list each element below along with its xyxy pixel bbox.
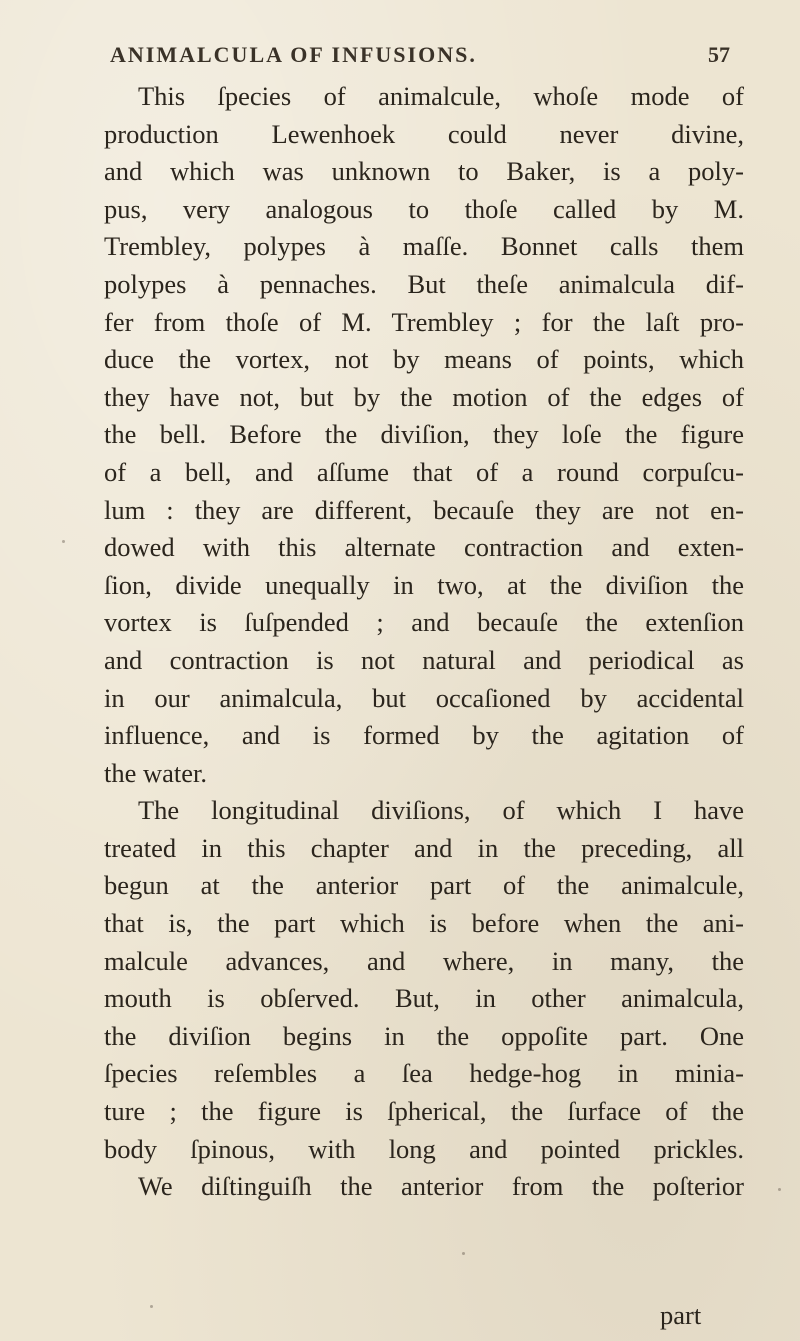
text-line: and contraction is not natural and periodical as	[104, 644, 744, 675]
text-line: The longitudinal diviſions, of which I have	[138, 795, 744, 826]
text-line: polypes à pennaches. But theſe animalcula dif-	[104, 268, 744, 299]
text-line: ſion, divide unequally in two, at the diviſion the	[104, 569, 744, 600]
paper-speck	[462, 1252, 465, 1255]
text-line: We diſtinguiſh the anterior from the poſterior	[138, 1171, 744, 1202]
text-line: and which was unknown to Baker, is a poly-	[104, 156, 744, 187]
text-line: treated in this chapter and in the preceding, all	[104, 832, 744, 863]
text-line: lum : they are different, becauſe they are not en-	[104, 494, 744, 525]
text-line: ture ; the figure is ſpherical, the ſurface of the	[104, 1096, 744, 1127]
text-line: pus, very analogous to thoſe called by M.	[104, 193, 744, 224]
text-line: of a bell, and aſſume that of a round corpuſcu-	[104, 456, 744, 487]
paper-speck	[150, 1305, 153, 1308]
text-line: mouth is obſerved. But, in other animalcula,	[104, 983, 744, 1014]
text-line: production Lewenhoek could never divine,	[104, 118, 744, 149]
text-line: influence, and is formed by the agitation of	[104, 720, 744, 751]
text-line: Trembley, polypes à maſſe. Bonnet calls them	[104, 231, 744, 262]
text-line: the bell. Before the diviſion, they loſe the figure	[104, 419, 744, 450]
text-line: that is, the part which is before when the ani-	[104, 908, 744, 939]
running-head-title: ANIMALCULA OF INFUSIONS.	[110, 42, 477, 67]
body-text	[104, 78, 744, 1206]
text-line: This ſpecies of animalcule, whoſe mode of	[138, 81, 744, 111]
text-line: the water.	[104, 757, 208, 788]
text-line: they have not, but by the motion of the edges of	[104, 381, 744, 412]
text-line: fer from thoſe of M. Trembley ; for the laſt pro-	[104, 306, 744, 337]
text-line: the diviſion begins in the oppoſite part. One	[104, 1020, 744, 1051]
text-line: malcule advances, and where, in many, the	[104, 945, 744, 976]
running-head	[110, 42, 730, 72]
text-line: duce the vortex, not by means of points, which	[104, 344, 744, 375]
text-line: dowed with this alternate contraction and exten-	[104, 532, 744, 563]
text-line: in our animalcula, but occaſioned by accidental	[104, 682, 744, 713]
paper-speck	[778, 1188, 781, 1191]
text-line: ſpecies reſembles a ſea hedge-hog in minia-	[104, 1058, 744, 1089]
text-line: vortex is ſuſpended ; and becauſe the extenſion	[104, 607, 744, 638]
paper-speck	[62, 540, 65, 543]
catchword: part	[660, 1300, 702, 1330]
text-line: body ſpinous, with long and pointed prickles.	[104, 1133, 744, 1164]
page-number: 57	[708, 42, 730, 67]
text-line: begun at the anterior part of the animalcule,	[104, 870, 744, 901]
